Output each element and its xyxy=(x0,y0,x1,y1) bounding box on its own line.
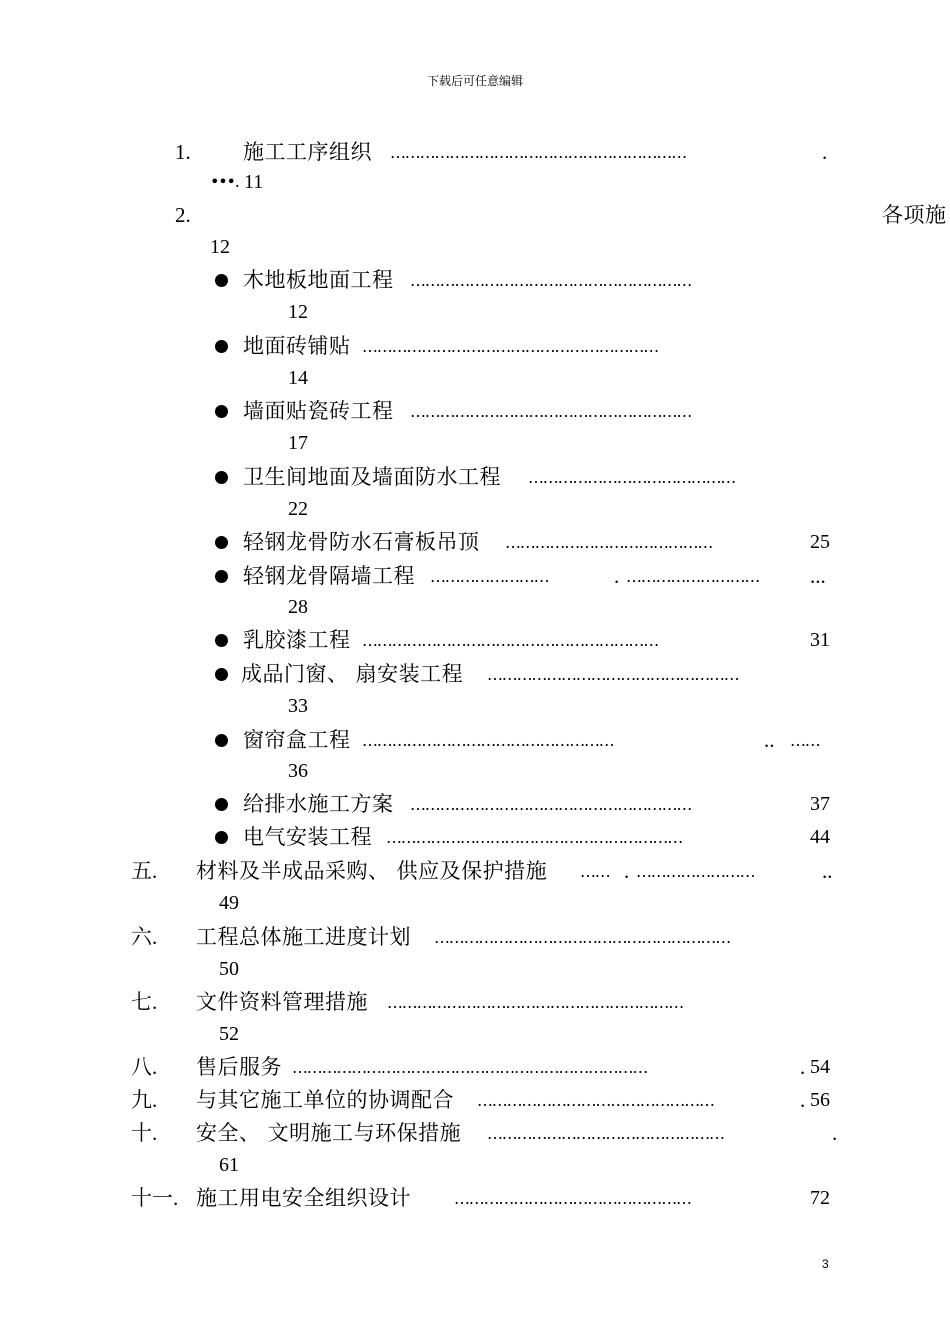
toc-leader: ………………………………………………… xyxy=(410,271,692,290)
toc-page-number: 52 xyxy=(219,1023,239,1045)
toc-marker: 十. xyxy=(131,1121,158,1145)
toc-title[interactable]: 各项施 xyxy=(882,203,947,227)
toc-title[interactable]: 乳胶漆工程 xyxy=(243,628,351,652)
toc-leader: …………………………………………………… xyxy=(386,828,683,847)
toc-leader: ... xyxy=(810,564,826,588)
toc-marker: 1. xyxy=(175,140,191,164)
bullet-icon xyxy=(215,734,228,747)
toc-page-number: 12 xyxy=(288,301,308,323)
toc-title[interactable]: 售后服务 xyxy=(196,1055,282,1079)
toc-leader: .. xyxy=(822,859,833,883)
toc-leader: •••. xyxy=(210,172,239,191)
toc-leader: …………………………………………… xyxy=(362,731,614,750)
toc-title[interactable]: 窗帘盒工程 xyxy=(243,728,351,752)
toc-title[interactable]: 与其它施工单位的协调配合 xyxy=(196,1088,454,1112)
toc-leader: …………………………………… xyxy=(505,533,713,552)
toc-title[interactable]: 轻钢龙骨防水石膏板吊顶 xyxy=(243,530,480,554)
toc-leader: . xyxy=(832,1121,838,1145)
toc-page-number: 54 xyxy=(810,1056,830,1078)
toc-leader: . xyxy=(822,140,828,164)
bullet-icon xyxy=(215,634,228,647)
toc-page-number: 22 xyxy=(288,498,308,520)
toc-title[interactable]: 给排水施工方案 xyxy=(243,792,394,816)
toc-page-number: 14 xyxy=(288,367,308,389)
toc-leader: .. xyxy=(764,728,775,752)
toc-leader: . xyxy=(624,859,630,883)
toc-title[interactable]: 成品门窗、 扇安装工程 xyxy=(241,662,464,686)
toc-marker: 九. xyxy=(131,1088,158,1112)
toc-leader: …………………… xyxy=(430,567,549,586)
toc-title[interactable]: 墙面贴瓷砖工程 xyxy=(243,399,394,423)
toc-page-number: 11 xyxy=(244,171,264,193)
toc-leader: ……………………………………………………………… xyxy=(292,1058,648,1077)
toc-leader: …………………………………………………… xyxy=(362,631,659,650)
toc-title[interactable]: 材料及半成品采购、 供应及保护措施 xyxy=(196,859,548,883)
toc-page-number: 36 xyxy=(288,760,308,782)
toc-marker: 七. xyxy=(131,990,158,1014)
toc-page-number: 12 xyxy=(210,236,230,258)
toc-page-number: 49 xyxy=(219,892,239,914)
toc-leader: …………………………………………………… xyxy=(387,993,684,1012)
toc-marker: 2. xyxy=(175,203,191,227)
bullet-icon xyxy=(215,570,228,583)
toc-leader: . xyxy=(800,1055,806,1079)
bullet-icon xyxy=(215,668,228,681)
toc-leader: ………………………………………… xyxy=(454,1189,691,1208)
toc-leader: …………………………………………………… xyxy=(362,337,659,356)
bullet-icon xyxy=(215,471,228,484)
toc-leader: …………………… xyxy=(636,862,755,881)
toc-title[interactable]: 施工用电安全组织设计 xyxy=(196,1186,411,1210)
toc-leader: ………………………………………………… xyxy=(410,795,692,814)
toc-page-number: 28 xyxy=(288,596,308,618)
bullet-icon xyxy=(215,831,228,844)
toc-leader: ………………………………………… xyxy=(477,1091,714,1110)
toc-title[interactable]: 卫生间地面及墙面防水工程 xyxy=(243,465,501,489)
toc-page-number: 50 xyxy=(219,958,239,980)
toc-title[interactable]: 施工工序组织 xyxy=(243,140,372,164)
toc-page-number: 56 xyxy=(810,1089,830,1111)
toc-marker: 六. xyxy=(131,925,158,949)
toc-title[interactable]: 工程总体施工进度计划 xyxy=(196,925,411,949)
page-number: 3 xyxy=(822,1257,829,1271)
toc-leader: …………………………………………… xyxy=(487,665,739,684)
toc-leader: …… xyxy=(790,731,820,750)
toc-page-number: 33 xyxy=(288,695,308,717)
bullet-icon xyxy=(215,798,228,811)
toc-title[interactable]: 木地板地面工程 xyxy=(243,268,394,292)
toc-leader: ………………………………………… xyxy=(487,1124,724,1143)
toc-marker: 八. xyxy=(131,1055,158,1079)
bullet-icon xyxy=(215,274,228,287)
toc-title[interactable]: 轻钢龙骨隔墙工程 xyxy=(243,564,415,588)
bullet-icon xyxy=(215,405,228,418)
page-header: 下载后可任意编辑 xyxy=(426,74,523,88)
toc-title[interactable]: 电气安装工程 xyxy=(243,825,372,849)
toc-leader: …………………………………………………… xyxy=(390,143,687,162)
toc-leader: …………………………………… xyxy=(528,468,736,487)
toc-leader: ………………………………………………… xyxy=(410,402,692,421)
toc-marker: 五. xyxy=(131,859,158,883)
toc-title[interactable]: 地面砖铺贴 xyxy=(243,334,351,358)
toc-title[interactable]: 文件资料管理措施 xyxy=(196,990,368,1014)
toc-leader: …… xyxy=(580,862,610,881)
toc-page-number: 61 xyxy=(219,1154,239,1176)
toc-page-number: 44 xyxy=(810,826,830,848)
bullet-icon xyxy=(215,340,228,353)
toc-page-number: 72 xyxy=(810,1187,830,1209)
toc-leader: . xyxy=(614,564,620,588)
toc-leader: …………………………………………………… xyxy=(434,928,731,947)
toc-leader: ……………………… xyxy=(626,567,760,586)
toc-marker: 十一. xyxy=(131,1186,179,1210)
toc-page-number: 25 xyxy=(810,531,830,553)
toc-page-number: 17 xyxy=(288,432,308,454)
toc-page-number: 37 xyxy=(810,793,830,815)
toc-page-number: 31 xyxy=(810,629,830,651)
bullet-icon xyxy=(215,536,228,549)
toc-leader: . xyxy=(800,1088,806,1112)
toc-title[interactable]: 安全、 文明施工与环保措施 xyxy=(196,1121,462,1145)
